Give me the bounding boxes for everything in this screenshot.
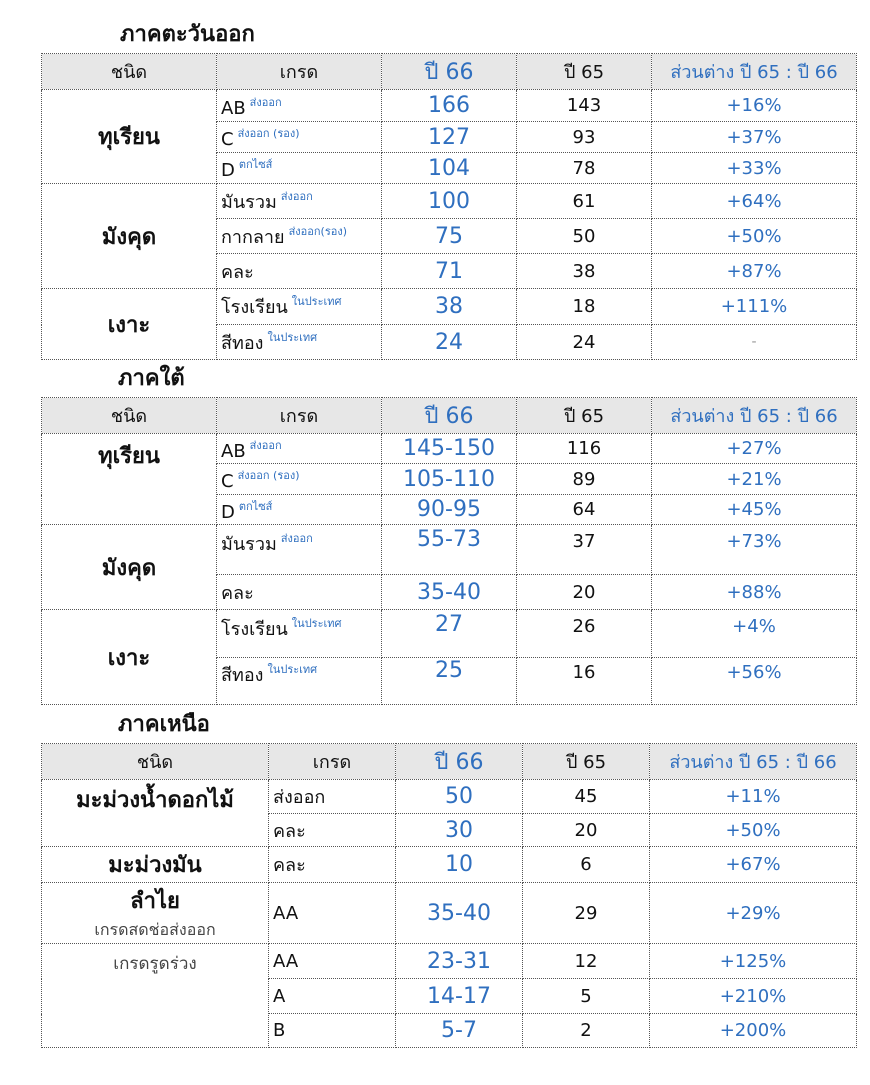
price-diff: +111% — [652, 289, 857, 325]
price-diff: +29% — [650, 883, 857, 944]
price-65: 61 — [517, 184, 652, 219]
price-66: 23-31 — [396, 944, 523, 979]
kind-rambutan: เงาะ — [42, 610, 217, 705]
south-price-table — [41, 397, 857, 705]
grade-cell: โรงเรียน $^{ในประเทศ}$ — [217, 289, 382, 325]
price-66: 145-150 — [382, 434, 517, 464]
price-66: 71 — [382, 254, 517, 289]
price-diff: +67% — [650, 847, 857, 883]
longan-subtype-loose: เกรดรูดร่วง — [42, 944, 269, 1048]
price-66: 35-40 — [396, 883, 523, 944]
grade-cell: A — [269, 979, 396, 1014]
price-65: 5 — [523, 979, 650, 1014]
kind-durian: ทุเรียน — [42, 90, 217, 184]
price-65: 38 — [517, 254, 652, 289]
kind-mango-man: มะม่วงมัน — [42, 847, 269, 883]
grade-cell: D $^{ตกไซส์}$ — [217, 153, 382, 184]
price-66: 127 — [382, 122, 517, 153]
price-diff: +27% — [652, 434, 857, 464]
price-66: 38 — [382, 289, 517, 325]
price-diff: +37% — [652, 122, 857, 153]
kind-mangosteen: มังคุด — [42, 184, 217, 289]
price-diff: +4% — [652, 610, 857, 658]
header-diff: ส่วนต่าง ปี 65 : ปี 66 — [650, 744, 857, 780]
price-diff: +21% — [652, 464, 857, 495]
price-66: 5-7 — [396, 1014, 523, 1048]
kind-mangosteen: มังคุด — [42, 525, 217, 610]
header-grade: เกรด — [217, 54, 382, 90]
grade-cell: D $^{ตกไซส์}$ — [217, 495, 382, 525]
grade-cell: กากลาย $^{ส่งออก(รอง)}$ — [217, 219, 382, 254]
price-66: 30 — [396, 814, 523, 847]
grade-cell: AA — [269, 944, 396, 979]
kind-rambutan: เงาะ — [42, 289, 217, 360]
grade-cell: AB $^{ส่งออก}$ — [217, 434, 382, 464]
grade-cell: สีทอง $^{ในประเทศ}$ — [217, 325, 382, 360]
price-66: 50 — [396, 780, 523, 814]
grade-cell: โรงเรียน $^{ในประเทศ}$ — [217, 610, 382, 658]
header-year-66: ปี 66 — [396, 744, 523, 780]
east-price-table — [41, 53, 857, 360]
header-grade: เกรด — [269, 744, 396, 780]
price-65: 89 — [517, 464, 652, 495]
price-diff: +88% — [652, 575, 857, 610]
price-66: 55-73 — [382, 525, 517, 575]
price-diff: +200% — [650, 1014, 857, 1048]
price-65: 24 — [517, 325, 652, 360]
price-diff: +64% — [652, 184, 857, 219]
price-65: 26 — [517, 610, 652, 658]
grade-cell: มันรวม $^{ส่งออก}$ — [217, 525, 382, 575]
grade-cell: สีทอง $^{ในประเทศ}$ — [217, 658, 382, 705]
price-65: 16 — [517, 658, 652, 705]
price-65: 64 — [517, 495, 652, 525]
grade-cell: คละ — [217, 575, 382, 610]
price-65: 78 — [517, 153, 652, 184]
price-66: 14-17 — [396, 979, 523, 1014]
price-65: 20 — [523, 814, 650, 847]
header-diff: ส่วนต่าง ปี 65 : ปี 66 — [652, 398, 857, 434]
price-65: 18 — [517, 289, 652, 325]
price-66: 105-110 — [382, 464, 517, 495]
header-kind: ชนิด — [42, 744, 269, 780]
price-diff: +125% — [650, 944, 857, 979]
header-year-66: ปี 66 — [382, 398, 517, 434]
price-diff: +33% — [652, 153, 857, 184]
north-price-table — [41, 743, 857, 1048]
header-kind: ชนิด — [42, 54, 217, 90]
longan-name: ลำไย — [130, 889, 180, 914]
price-65: 143 — [517, 90, 652, 122]
price-66: 27 — [382, 610, 517, 658]
price-diff: +16% — [652, 90, 857, 122]
header-year-65: ปี 65 — [517, 398, 652, 434]
price-65: 45 — [523, 780, 650, 814]
grade-cell: C $^{ส่งออก (รอง)}$ — [217, 122, 382, 153]
price-66: 24 — [382, 325, 517, 360]
grade-cell: ส่งออก — [269, 780, 396, 814]
kind-longan — [42, 883, 269, 944]
price-diff: +50% — [652, 219, 857, 254]
price-65: 6 — [523, 847, 650, 883]
price-diff: +11% — [650, 780, 857, 814]
price-65: 50 — [517, 219, 652, 254]
header-year-66: ปี 66 — [382, 54, 517, 90]
grade-cell: มันรวม $^{ส่งออก}$ — [217, 184, 382, 219]
price-66: 90-95 — [382, 495, 517, 525]
section-title-north: ภาคเหนือ — [118, 712, 210, 737]
kind-mango-namdokmai: มะม่วงน้ำดอกไม้ — [42, 780, 269, 847]
header-grade: เกรด — [217, 398, 382, 434]
grade-cell: B — [269, 1014, 396, 1048]
price-diff: +87% — [652, 254, 857, 289]
header-kind: ชนิด — [42, 398, 217, 434]
price-diff: +50% — [650, 814, 857, 847]
header-year-65: ปี 65 — [523, 744, 650, 780]
price-65: 93 — [517, 122, 652, 153]
section-title-east: ภาคตะวันออก — [120, 22, 255, 47]
price-65: 29 — [523, 883, 650, 944]
price-66: 104 — [382, 153, 517, 184]
price-diff: +56% — [652, 658, 857, 705]
price-65: 2 — [523, 1014, 650, 1048]
grade-cell: คละ — [217, 254, 382, 289]
section-title-south: ภาคใต้ — [118, 366, 185, 391]
price-66: 166 — [382, 90, 517, 122]
price-65: 12 — [523, 944, 650, 979]
header-diff: ส่วนต่าง ปี 65 : ปี 66 — [652, 54, 857, 90]
price-66: 10 — [396, 847, 523, 883]
kind-durian: ทุเรียน — [42, 434, 217, 525]
price-66: 25 — [382, 658, 517, 705]
price-66: 75 — [382, 219, 517, 254]
price-diff: +73% — [652, 525, 857, 575]
price-diff: - — [652, 325, 857, 360]
grade-cell: AB $^{ส่งออก}$ — [217, 90, 382, 122]
price-66: 35-40 — [382, 575, 517, 610]
price-65: 37 — [517, 525, 652, 575]
price-65: 116 — [517, 434, 652, 464]
price-66: 100 — [382, 184, 517, 219]
grade-cell: คละ — [269, 847, 396, 883]
price-diff: +45% — [652, 495, 857, 525]
longan-subtype-fresh: เกรดสดช่อส่งออก — [94, 920, 216, 939]
header-year-65: ปี 65 — [517, 54, 652, 90]
grade-cell: C $^{ส่งออก (รอง)}$ — [217, 464, 382, 495]
price-65: 20 — [517, 575, 652, 610]
grade-cell: AA — [269, 883, 396, 944]
grade-cell: คละ — [269, 814, 396, 847]
price-diff: +210% — [650, 979, 857, 1014]
